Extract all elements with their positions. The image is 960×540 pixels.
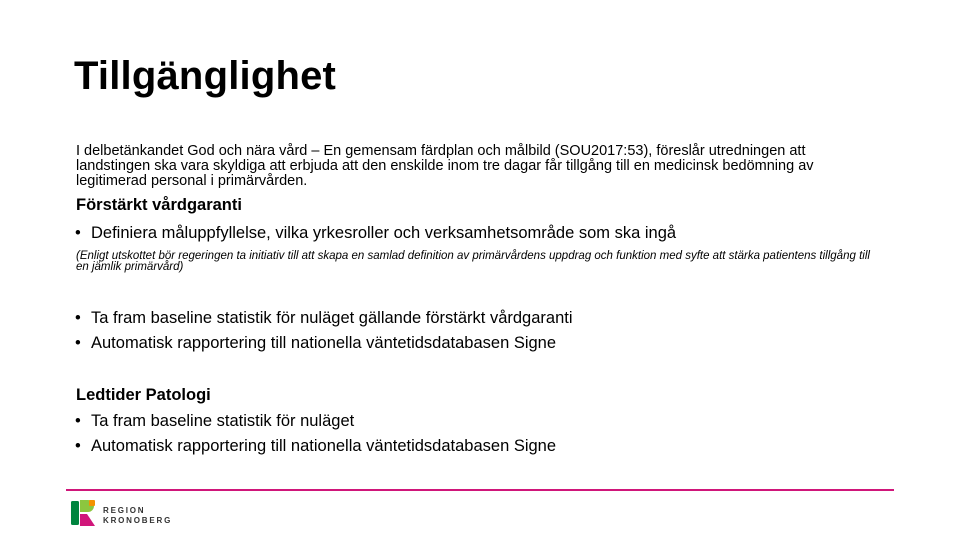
bullet-list-vardgaranti-b	[75, 306, 573, 356]
list-item	[75, 221, 676, 246]
list-item	[75, 409, 556, 434]
logo-text	[103, 506, 172, 526]
bullet-icon: •	[75, 412, 81, 430]
bullet-icon: •	[75, 224, 81, 242]
bullet-list-patologi	[75, 409, 556, 459]
bullet-icon: •	[75, 437, 81, 455]
slide-title: Tillgänglighet	[74, 54, 337, 98]
list-item	[75, 306, 573, 331]
list-item	[75, 331, 573, 356]
list-item-text: Definiera måluppfyllelse, vilka yrkesroller och verksamhetsområde som ska ingå	[91, 224, 677, 242]
region-kronoberg-logo	[70, 497, 190, 533]
list-item-text: Automatisk rapportering till nationella väntetidsdatabasen Signe	[91, 437, 557, 455]
bullet-list-vardgaranti-a	[75, 221, 676, 246]
note-text: (Enligt utskottet bör regeringen ta initiativ till att skapa en samlad definition av primärvårdens uppdrag och funktion med syfte att stärka patientens tillgång till en jämlik primärvård)	[76, 250, 870, 273]
list-item	[75, 434, 556, 459]
logo-line-kronoberg: KRONOBERG	[103, 516, 173, 525]
section-heading-vardgaranti: Förstärkt vårdgaranti	[76, 196, 242, 214]
footer-divider	[66, 489, 894, 491]
region-kronoberg-logo-icon	[70, 497, 98, 529]
bullet-icon: •	[75, 309, 81, 327]
intro-paragraph: I delbetänkandet God och nära vård – En gemensam färdplan och målbild (SOU2017:53), föreslår utredningen att landstingen ska vara skyldiga att erbjuda att den enskilde inom tre dagar får tillgång till en medicinsk bedömning av legitimerad personal i primärvården.	[76, 143, 814, 189]
logo-line-region: REGION	[103, 506, 146, 515]
bullet-icon: •	[75, 334, 81, 352]
section-heading-patologi: Ledtider Patologi	[76, 386, 211, 404]
list-item-text: Automatisk rapportering till nationella väntetidsdatabasen Signe	[91, 334, 557, 352]
list-item-text: Ta fram baseline statistik för nuläget gällande förstärkt vårdgaranti	[91, 309, 573, 327]
list-item-text: Ta fram baseline statistik för nuläget	[91, 412, 355, 430]
